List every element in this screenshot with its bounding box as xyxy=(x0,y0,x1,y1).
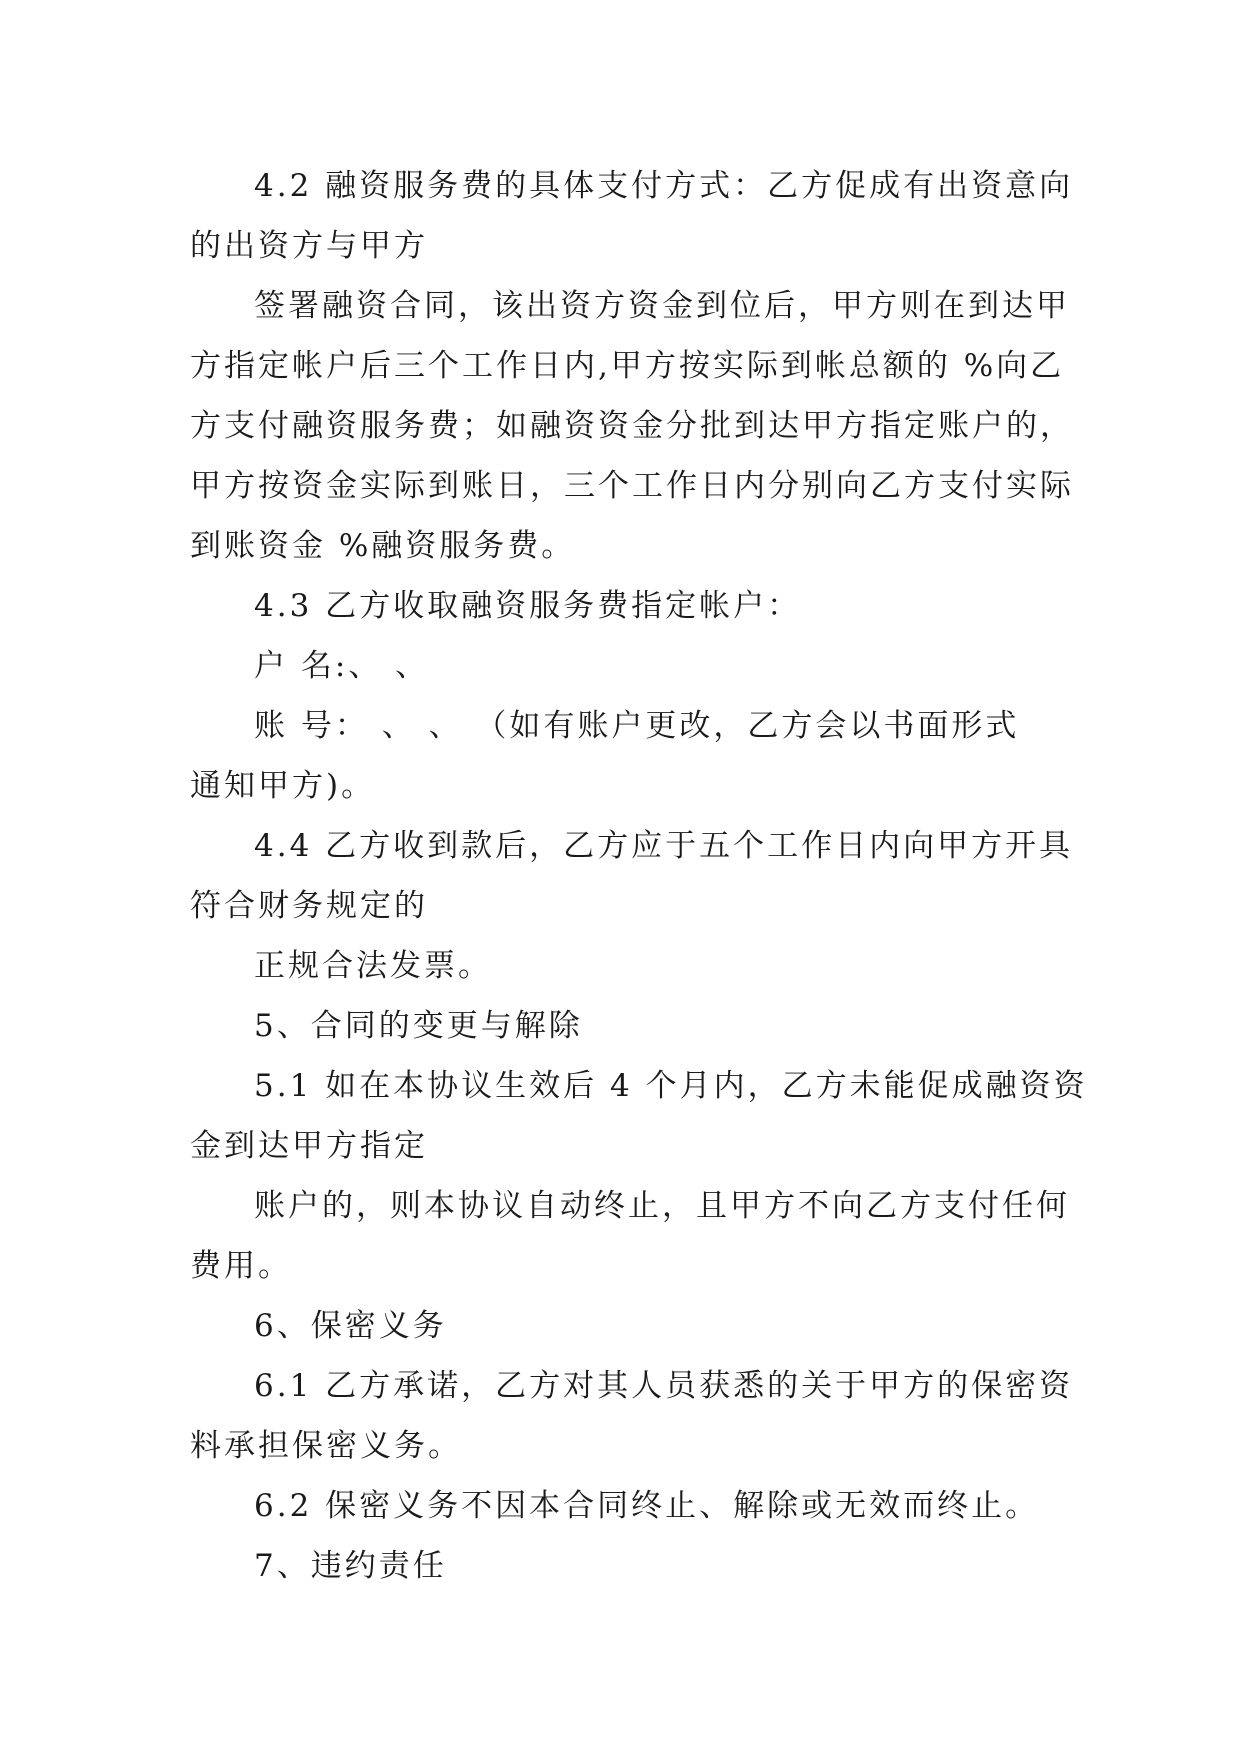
text-line: 费用。 xyxy=(190,1248,292,1284)
text-line: 户 名:、 、 xyxy=(254,648,430,684)
text-line: 甲方按资金实际到账日，三个工作日内分别向乙方支付实际 xyxy=(190,468,1074,504)
document-body xyxy=(190,156,1088,1596)
text-line: 方指定帐户后三个工作日内,甲方按实际到帐总额的 %向乙 xyxy=(190,348,1065,384)
text-line: 4.3 乙方收取融资服务费指定帐户： xyxy=(254,588,802,624)
text-line: 账 号： 、 、 （如有账户更改，乙方会以书面形式 xyxy=(254,708,1020,744)
text-line: 4.2 融资服务费的具体支付方式：乙方促成有出资意向 xyxy=(254,168,1074,204)
text-line: 账户的，则本协议自动终止，且甲方不向乙方支付任何 xyxy=(254,1188,1070,1224)
text-line: 的出资方与甲方 xyxy=(190,228,428,264)
text-line: 4.4 乙方收到款后，乙方应于五个工作日内向甲方开具 xyxy=(254,828,1074,864)
text-line: 方支付融资服务费；如融资资金分批到达甲方指定账户的， xyxy=(190,408,1074,444)
section-heading: 5、合同的变更与解除 xyxy=(254,1008,583,1044)
text-line: 通知甲方)。 xyxy=(190,768,376,804)
text-line: 正规合法发票。 xyxy=(254,948,492,984)
text-line: 6.1 乙方承诺，乙方对其人员获悉的关于甲方的保密资 xyxy=(254,1368,1074,1404)
text-line: 到账资金 %融资服务费。 xyxy=(190,528,576,564)
text-line: 金到达甲方指定 xyxy=(190,1128,428,1164)
text-line: 6.2 保密义务不因本合同终止、解除或无效而终止。 xyxy=(254,1488,1040,1524)
text-line: 签署融资合同，该出资方资金到位后，甲方则在到达甲 xyxy=(254,288,1070,324)
text-line: 料承担保密义务。 xyxy=(190,1428,462,1464)
text-line: 5.1 如在本协议生效后 4 个月内，乙方未能促成融资资 xyxy=(254,1068,1088,1104)
section-heading: 6、保密义务 xyxy=(254,1308,447,1344)
text-line: 符合财务规定的 xyxy=(190,888,428,924)
section-heading: 7、违约责任 xyxy=(254,1548,447,1584)
